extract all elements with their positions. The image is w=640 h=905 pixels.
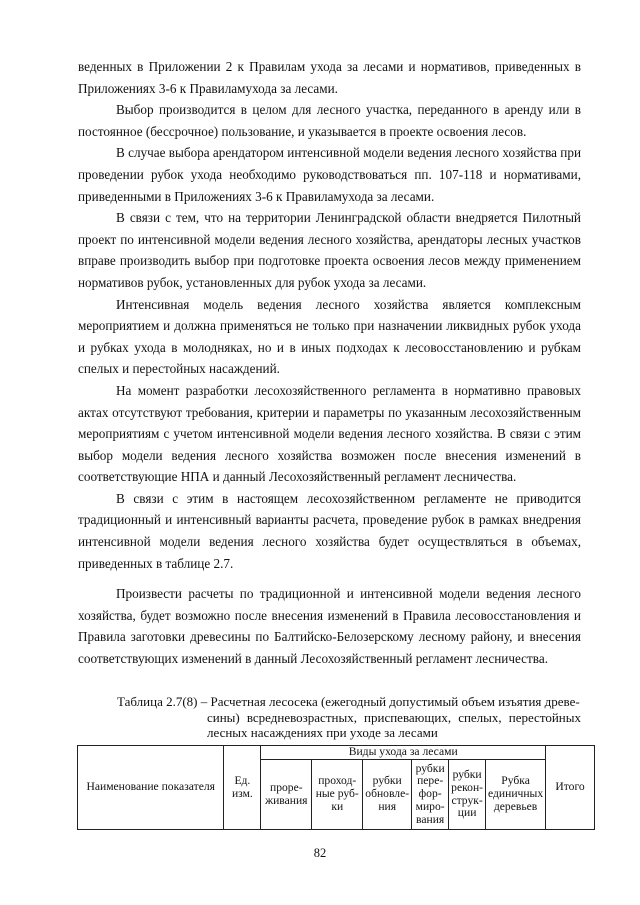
- header-single-tree-cutting: Рубка единичных деревьев: [486, 760, 546, 830]
- paragraph: В связи с тем, что на территории Ленинградской области внедряется Пилотный проект по интенсивной модели ведения лесного хозяйства, арендаторы лесных участков вправе производить выбор при подготовке проекта освоения лесов между применением нормативов рубок, установленных для рубок ухода за лесами.: [78, 210, 581, 290]
- paragraph: В связи с этим в настоящем лесохозяйственном регламенте не приводится традиционный и интенсивный варианты расчета, проведение рубок в рамках внедрения интенсивной модели ведения лесного хозяйства будет осуществляться в объемах, приведенных в таблице 2.7.: [78, 490, 581, 571]
- paragraph: Произвести расчеты по традиционной и интенсивной модели ведения лесного хозяйства, будет возможно после внесения изменений в Правила лесовосстановления и Правила заготовки древесины по Балтийско-Белозерскому лесному району, и внесения соответствующих изменений в данный Лесохозяйственный регламент лесничества.: [78, 586, 581, 667]
- caption-line-2: сины) всредневозрастных, приспевающих, спелых, перестойных лесных насаждениях при уходе за лесами: [207, 709, 581, 740]
- header-indicator: Наименование показателя: [78, 746, 224, 830]
- header-thinning: проре-живания: [261, 760, 312, 830]
- header-care-types: Виды ухода за лесами: [261, 746, 546, 760]
- page-number: 82: [313, 846, 327, 860]
- header-pass-cutting: проход-ные руб-ки: [312, 760, 363, 830]
- header-renewal-cutting: рубки обновле-ния: [363, 760, 412, 830]
- paragraph: На момент разработки лесохозяйственного регламента в нормативно правовых актах отсутствуют требования, критерии и параметры по указанным лесохозяйственным мероприятиям с учетом интенсивной модели ведения лесного хозяйства. В связи с этим выбор модели ведения лесного хозяйства возможен после внесения изменений в соответствующие НПА и данный Лесохозяйственный регламент лесничества.: [78, 382, 581, 485]
- paragraph: В случае выбора арендатором интенсивной модели ведения лесного хозяйства при проведении рубок ухода необходимо руководствоваться пп. 107-118 и нормативами, приведенными в Приложениях 3-6 к Правиламухода за лесами.: [78, 145, 581, 204]
- paragraph: Интенсивная модель ведения лесного хозяйства является комплексным мероприятием и должна применяться не только при назначении ликвидных рубок ухода и рубках ухода в молодняках, но и в иных подходах к лесовосстановлению и рубкам спелых и перестойных насаждений.: [78, 296, 581, 377]
- header-reconstruction-cutting: рубки рекон-струк-ции: [449, 760, 486, 830]
- header-reformation-cutting: рубки пере-фор-миро-вания: [412, 760, 449, 830]
- caption-line-1: Таблица 2.7(8) – Расчетная лесосека (ежегодный допустимый объем изъятия древе-: [117, 694, 580, 709]
- header-total: Итого: [546, 746, 595, 830]
- paragraph: Выбор производится в целом для лесного участка, переданного в аренду или в постоянное (бессрочное) пользование, и указывается в проекте освоения лесов.: [78, 102, 581, 139]
- header-unit: Ед. изм.: [224, 746, 261, 830]
- paragraph: веденных в Приложении 2 к Правилам ухода за лесами и нормативов, приведенных в Приложениях 3-6 к Правиламухода за лесами.: [78, 59, 581, 96]
- body-text: [78, 56, 581, 670]
- allowable-cut-table: [77, 745, 595, 830]
- table-caption: [117, 694, 581, 741]
